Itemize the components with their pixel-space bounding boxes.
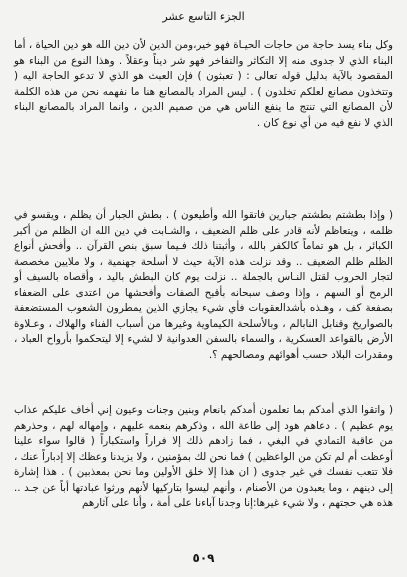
page-header-title: الجزء التاسع عشر xyxy=(162,10,245,23)
page-number: ٥٠٩ xyxy=(192,551,215,565)
paragraph-2: ( وإذا بطشتم بطشتم جبارين فاتقوا الله وأطيعون ) . بطش الجبار أن يظلم ، ويقسو في ظلمه ، ويتعاظم لأنه قادر على ظلم الضعيف ، والشـابت في دين الله ان الظلم من أكبر الكبائر ، بل هو تماماً كالكفر بالله ، وأثبتنا ذلك فـيما سبق بنص القرآن .. وأفحش أنواع الظلم ظلم الضعيف .. وقد نزلت هذه الآية حيث لا أسلحة جهنمية ، ولا ملايين مخصصة لتجار الحروب لقتل النـاس بالجملة .. نزلت يوم كان البطش باليد ، وأقصاه بالسيف أو الرمح أو السهم ، وإذا وصف سبحانه بأقبح الصفات وأفحشها من اعتدى على الضعفاء بصفعة كف ، وهـذه بأشدالعقوبات فأي شيء يجازي الذين يمطرون الشعوب المستضعفة بالصواريخ وقنابل النابالم ، وبالأسلحة الكيماوية وغيرها من أسباب الفناء والهلاك ، وعـلاوة الأرض بالقواعد العسكرية ، والسماء بالسفن العدوانية لا لشيء إلا ليتحكموا بأرواح العباد ، ومقدرات البلاد حسب أهوائهم ومصالحهم ؟. xyxy=(14,209,393,361)
paragraph-3: ( واتقوا الذي أمدكم بما تعلمون أمدكم بانعام وبنين وجنات وعيون إني أخاف عليكم عذاب يوم عظيم ) . دعاهم هود إلى طاعة الله ، وذكرهم بنعمه عليهم ، وإمهاله لهم ، وحذرهم من عاقبة التمادي في البغي ، فما زادهم ذلك إلا فراراً واستكباراً ( قالوا سواء علينا أوعظت أم لم تكن من الواعظين ) فما نحن لك بمؤمنين ، ولا يزيدنا وعظك إلا إدباراً عنك ، فلا تتعب نفسك في غير جدوى ( ان هذا إلا خلق الأولين وما نحن بمعذبين ) . هذا إشارة إلى دينهم ، وما يعبدون من الأصنام ، وأنهم ليسوا بتاركيها لأنهم ورثوا عبادتها أباً عن جـد .. هذه هي حجتهم ، ولا شيء غيرها:إنا وجدنا آباءنا على أمة ، وأنا على آثارهم xyxy=(14,404,393,509)
paragraph-1: وكل بناء يسد حاجة من حاجات الحيـاة فهو خير،ومن الدين لأن دين الله هو دين الحياة ، أما البناء الذي لا جدوى منه إلا التكاثر والتفاخر فهو شر ديناً وعقلاً . وهذا النوع من البناء هو المقصود بالآية بدليل قوله تعالى : ( تعبثون ) فإن العبث هو الذي لا تدعو الحاجة اليه ( وتتخذون مصانع لعلكم تخلدون ) . ليس المراد بالمصانع هنا ما نفهمه نحن من هذه الكلمة لأن المصانع التي تنتج ما ينفع الناس هي من صميم الدين ، وانما المراد بالمصانع البناء الذي لا نفع فيه من أي نوع كان . xyxy=(14,39,393,129)
